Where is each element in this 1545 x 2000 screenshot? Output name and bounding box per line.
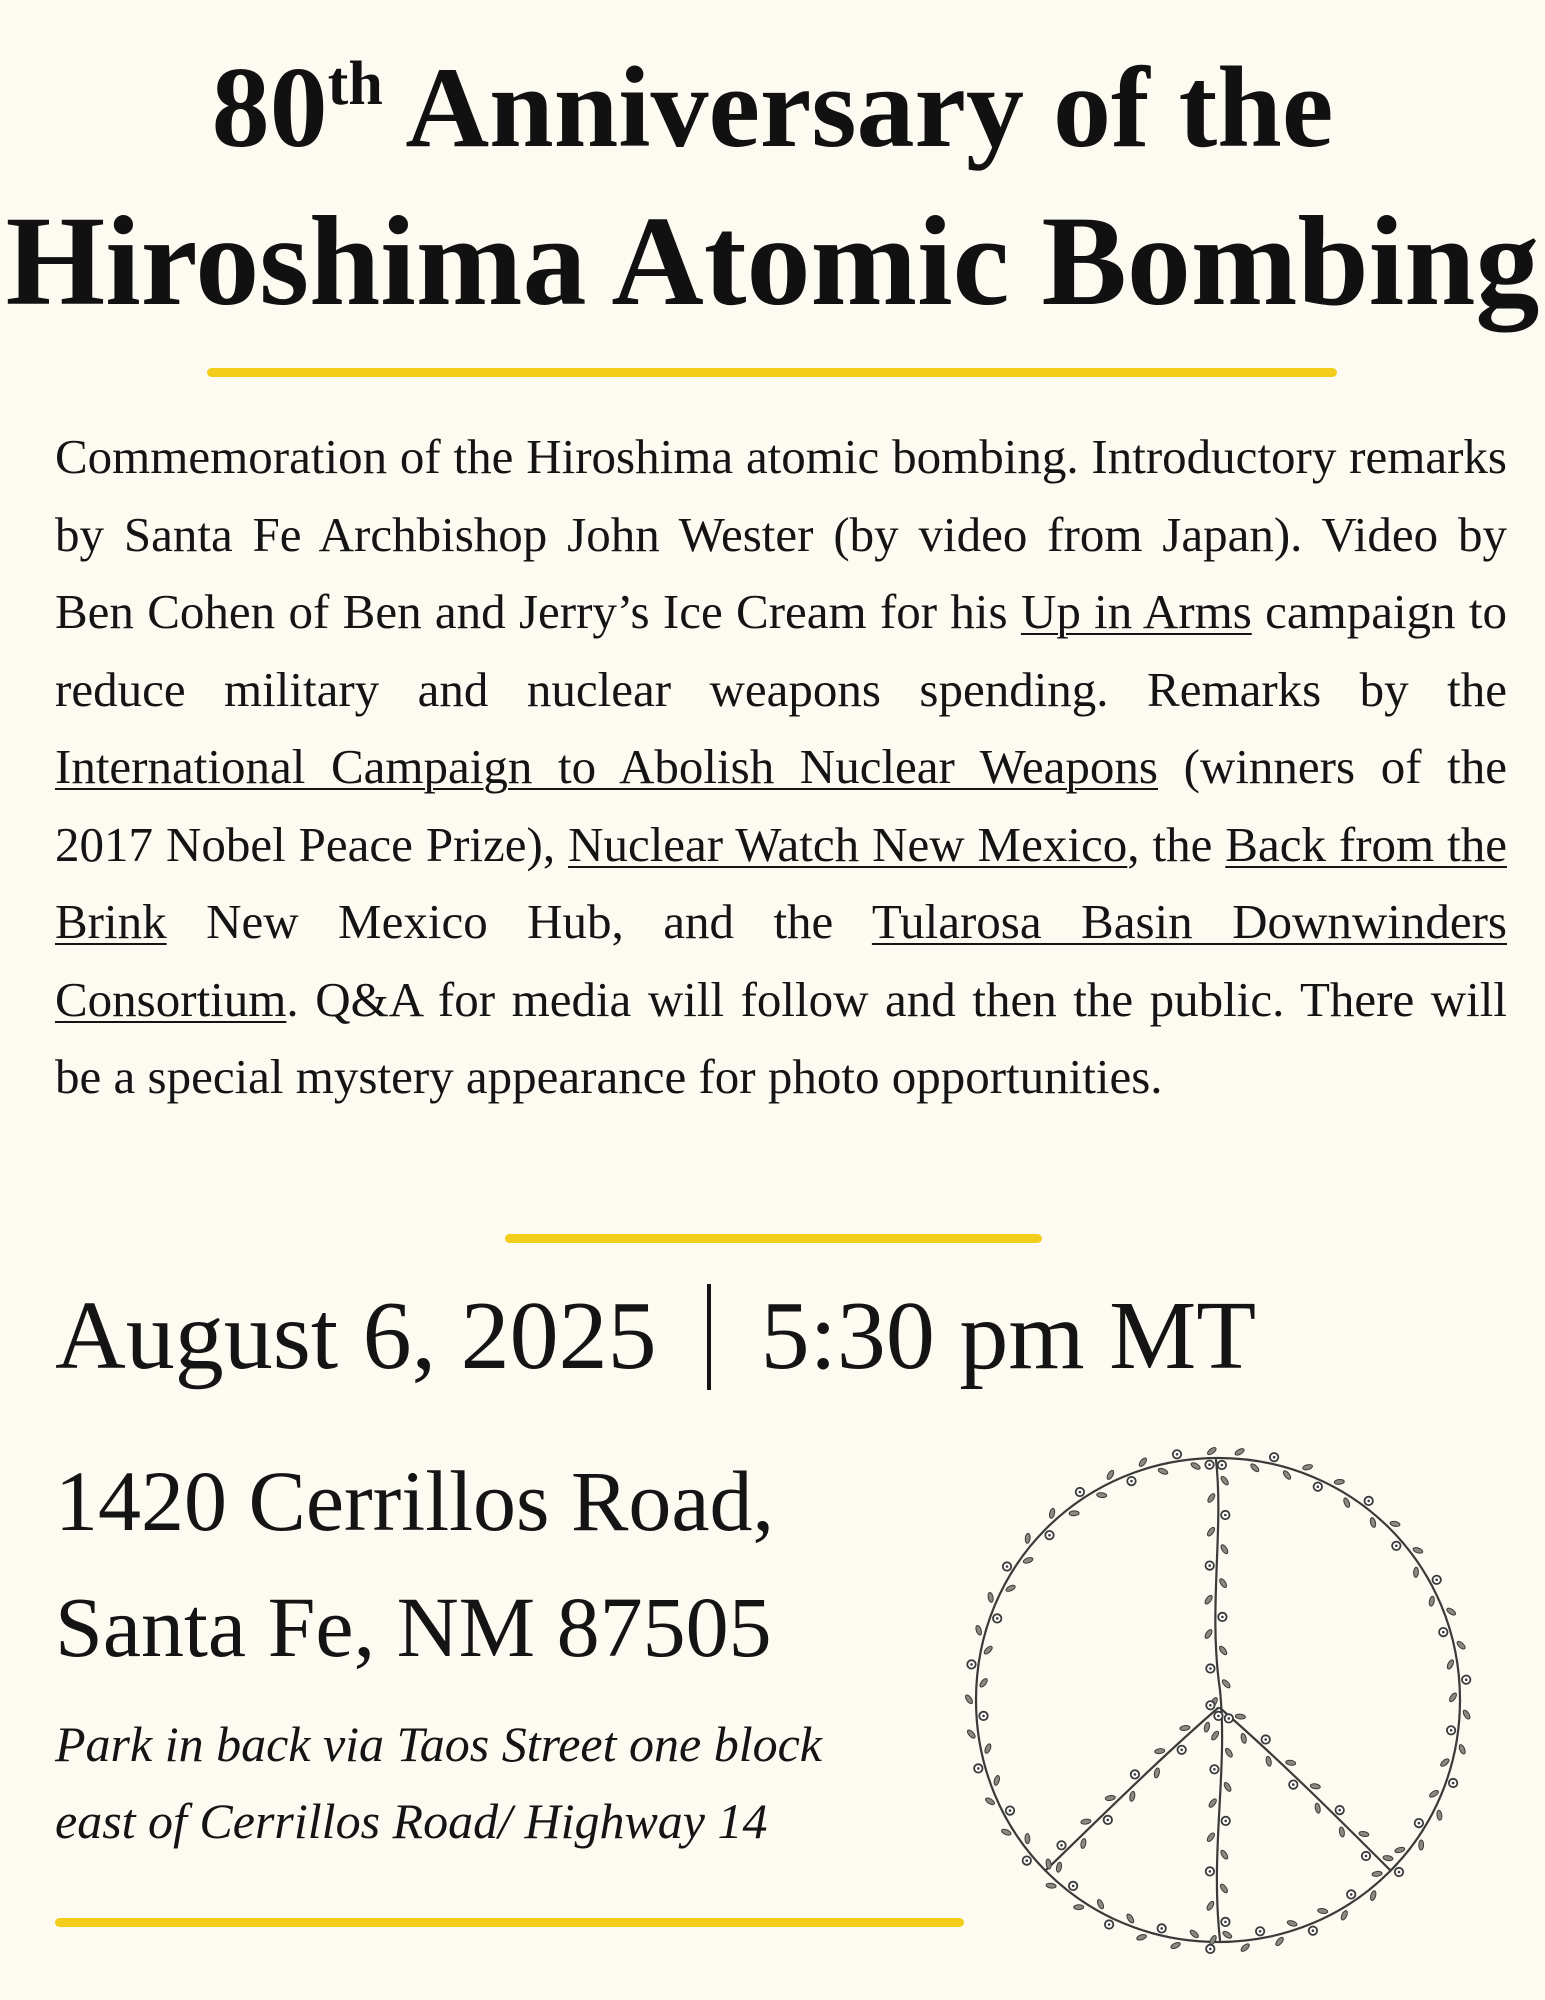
vine-leaf (1446, 1659, 1455, 1670)
vine-leaf (1170, 1941, 1181, 1950)
event-time: 5:30 pm MT (760, 1282, 1257, 1390)
vine-flower-center (1418, 1822, 1421, 1825)
address-line-2: Santa Fe, NM 87505 (55, 1579, 772, 1675)
vine-leaf (983, 1645, 994, 1655)
vine-leaf (1429, 1596, 1436, 1607)
vine-flower-center (1048, 1534, 1051, 1537)
vine-flower-center (1338, 1809, 1341, 1812)
vine-leaf (1154, 1748, 1165, 1754)
vine-leaf (1045, 1859, 1051, 1870)
vine-leaf (1208, 1935, 1217, 1946)
event-description (55, 418, 1507, 1116)
vine-flower-center (1209, 1667, 1212, 1670)
vine-leaf (1310, 1783, 1321, 1789)
vine-flower-center (1060, 1844, 1063, 1847)
peace-left-vine (1046, 1708, 1218, 1870)
vine-leaf (1023, 1557, 1034, 1565)
vine-leaf (1334, 1479, 1344, 1485)
vine-leaf (1340, 1910, 1349, 1921)
vine-leaf (1081, 1818, 1092, 1824)
vine-flower-center (1180, 1749, 1183, 1752)
vine-flower-center (977, 1767, 980, 1770)
vine-leaf (1204, 1629, 1214, 1640)
vine-flower-center (1350, 1893, 1353, 1896)
vine-leaf (1190, 1461, 1201, 1470)
vine-leaf (984, 1743, 992, 1754)
vine-leaf (1314, 1803, 1321, 1814)
vine-leaf (1413, 1567, 1418, 1577)
vine-flower-center (1365, 1855, 1368, 1858)
vine-leaf (1220, 1475, 1230, 1486)
vine-leaf (1218, 1578, 1227, 1589)
vine-leaf (1234, 1447, 1245, 1456)
vine-leaf (1206, 1446, 1217, 1456)
vine-flower-center (1107, 1819, 1110, 1822)
vine-leaf (1446, 1607, 1457, 1617)
title-line-2: Hiroshima Atomic Bombing (5, 190, 1540, 332)
vine-leaf (1359, 1831, 1370, 1837)
vine-leaf (1436, 1810, 1442, 1821)
vine-leaf (1157, 1467, 1168, 1475)
event-datetime (55, 1278, 1505, 1396)
vine-flower-center (1221, 1464, 1224, 1467)
description-text-3: (winners of the 2017 Nobel Peace Prize), (55, 739, 1507, 872)
vine-leaf (1189, 1929, 1200, 1939)
vine-flower-center (1273, 1456, 1276, 1459)
vine-leaf (1056, 1862, 1063, 1873)
ican-link[interactable]: International Campaign to Abolish Nuclear Weapons (55, 739, 1158, 794)
vine-flower-center (1026, 1859, 1029, 1862)
vine-leaf (1049, 1508, 1056, 1519)
vine-flower-center (1209, 1870, 1212, 1873)
vine-flower-center (982, 1715, 985, 1718)
vine-flower-center (1208, 1463, 1211, 1466)
vine-leaf (1240, 1733, 1247, 1744)
vine-flower-center (1079, 1491, 1082, 1494)
vine-leaf (1074, 1905, 1084, 1910)
vine-leaf (1372, 1871, 1383, 1877)
vine-leaf (1282, 1470, 1292, 1481)
vine-leaf (1203, 1722, 1210, 1733)
peace-right-vine (1220, 1708, 1390, 1870)
vine-leaf (1206, 1832, 1216, 1843)
vine-leaf (1412, 1547, 1423, 1555)
vine-leaf (1221, 1679, 1231, 1690)
title-line-1 (0, 42, 1545, 175)
vine-flower-center (1209, 1704, 1212, 1707)
datetime-separator (707, 1284, 711, 1390)
vine-leaf (1240, 1943, 1251, 1953)
vine-flower-center (1160, 1927, 1163, 1930)
vine-leaf (1343, 1497, 1351, 1508)
vine-flower-center (1217, 1715, 1220, 1718)
vine-leaf (1390, 1521, 1401, 1528)
vine-flower-center (1264, 1738, 1267, 1741)
vine-leaf (1096, 1492, 1106, 1498)
vine-leaf (1005, 1584, 1016, 1593)
vine-leaf (1207, 1493, 1217, 1504)
vine-leaf (1219, 1883, 1229, 1894)
vine-leaf (1105, 1795, 1116, 1801)
title-ordinal-suffix: th (327, 50, 383, 118)
vine-leaf (975, 1625, 983, 1636)
parking-line-1: Park in back via Taos Street one block (55, 1716, 822, 1772)
vine-leaf (1218, 1645, 1228, 1656)
vine-flower-center (1465, 1678, 1468, 1681)
vine-leaf (1220, 1544, 1229, 1555)
up-in-arms-link[interactable]: Up in Arms (1020, 584, 1252, 639)
vine-leaf (1222, 1930, 1233, 1939)
vine-leaf (1154, 1768, 1161, 1779)
vine-flower-center (1367, 1500, 1370, 1503)
vine-leaf (1394, 1846, 1405, 1853)
description-text-1: Commemoration of the Hiroshima atomic bombing. Introductory remarks by Santa Fe Archbishop John Wester (by video from Japan). Video by Ben Cohen of Ben and Jerry’s Ice Cream for his (55, 429, 1507, 639)
vine-flower-center (1224, 1514, 1227, 1517)
vine-flower-center (1312, 1929, 1315, 1932)
vine-leaf (1001, 1828, 1012, 1836)
tularosa-basin-link[interactable]: Tularosa Basin Downwinders Consortium (55, 894, 1507, 1027)
vine-leaf (1224, 1747, 1234, 1758)
vine-leaf (993, 1775, 1000, 1786)
vine-leaf (1419, 1840, 1424, 1850)
vine-leaf (1265, 1756, 1272, 1767)
middle-divider (505, 1234, 1042, 1243)
vine-leaf (1206, 1526, 1216, 1537)
vine-flower-center (1108, 1923, 1111, 1926)
back-from-the-brink-link[interactable]: Back from the Brink (55, 816, 1507, 949)
vine-leaf (966, 1729, 976, 1740)
vine-leaf (1096, 1899, 1105, 1910)
vine-leaf (1369, 1517, 1376, 1528)
vine-leaf (987, 1592, 994, 1603)
vine-leaf (1317, 1908, 1328, 1914)
vine-leaf (1287, 1920, 1298, 1928)
peace-sign-icon (958, 1440, 1478, 1960)
top-divider (207, 368, 1337, 377)
vine-flower-center (1398, 1871, 1401, 1874)
vine-leaf (1126, 1913, 1136, 1924)
vine-leaf (1206, 1900, 1215, 1911)
vine-flower-center (1317, 1485, 1320, 1488)
vine-leaf (1235, 1714, 1245, 1720)
vine-flower-center (1224, 1820, 1227, 1823)
vine-flower-center (1208, 1564, 1211, 1567)
vine-flower-center (1435, 1579, 1438, 1582)
vine-leaf (1046, 1883, 1057, 1889)
vine-leaf (979, 1677, 989, 1688)
vine-flower-center (1224, 1921, 1227, 1924)
vine-flower-center (1228, 1717, 1231, 1720)
vine-flower-center (1006, 1565, 1009, 1568)
vine-leaf (1208, 1798, 1218, 1809)
address-line-1: 1420 Cerrillos Road, (55, 1453, 774, 1549)
vine-flower-center (1450, 1729, 1453, 1732)
vine-leaf (1275, 1936, 1285, 1947)
description-text-2: campaign to reduce military and nuclear weapons spending. Remarks by the (55, 584, 1507, 717)
vine-flower-center (970, 1663, 973, 1666)
vine-leaf (1383, 1855, 1394, 1861)
vine-flower-center (1009, 1809, 1012, 1812)
vine-leaf (1369, 1890, 1376, 1901)
vine-flower-center (1130, 1480, 1133, 1483)
vine-leaf (1250, 1463, 1261, 1473)
vine-leaf (1339, 1827, 1346, 1838)
event-date: August 6, 2025 (55, 1282, 657, 1390)
parking-line-2: east of Cerrillos Road/ Highway 14 (55, 1793, 768, 1849)
vine-leaf (1210, 1730, 1220, 1741)
description-text-6: . Q&A for media will follow and then the public. There will be a special mystery appearance for photo opportunities. (55, 971, 1507, 1104)
vine-flower-center (1292, 1783, 1295, 1786)
vine-flower-center (996, 1617, 999, 1620)
vine-flower-center (1442, 1631, 1445, 1634)
vine-flower-center (1221, 1616, 1224, 1619)
vine-leaf (1025, 1533, 1031, 1543)
vine-flower-center (1452, 1782, 1455, 1785)
bottom-divider (55, 1918, 964, 1927)
vine-leaf (1069, 1511, 1079, 1516)
vine-leaf (1223, 1781, 1232, 1792)
vine-leaf (1428, 1789, 1439, 1798)
title-line-1-rest: Anniversary of the (382, 44, 1334, 172)
vine-leaf (1285, 1760, 1296, 1766)
vine-leaf (1439, 1758, 1450, 1768)
vine-leaf (1220, 1849, 1230, 1860)
title-number: 80 (211, 44, 328, 172)
vine-leaf (1129, 1791, 1136, 1802)
description-text-4: , the (1127, 816, 1226, 872)
vine-flower-center (1072, 1885, 1075, 1888)
vine-leaf (1302, 1464, 1313, 1471)
vine-flower-center (1395, 1545, 1398, 1548)
vine-leaf (1456, 1640, 1467, 1650)
vine-flower-center (1209, 1948, 1212, 1951)
vine-leaf (1180, 1725, 1191, 1731)
vine-flower-center (1213, 1768, 1216, 1771)
vine-flower-center (1259, 1930, 1262, 1933)
vine-leaf (1138, 1457, 1148, 1468)
vine-leaf (1025, 1834, 1030, 1844)
parking-note (55, 1706, 955, 1860)
vine-leaf (1448, 1692, 1458, 1703)
vine-leaf (1204, 1594, 1214, 1605)
vine-leaf (964, 1694, 974, 1705)
vine-leaf (1080, 1838, 1087, 1849)
vine-leaf (1106, 1469, 1115, 1480)
vine-flower-center (1176, 1453, 1179, 1456)
nuclear-watch-nm-link[interactable]: Nuclear Watch New Mexico (568, 816, 1128, 872)
vine-leaf (984, 1797, 995, 1806)
vine-leaf (1462, 1709, 1471, 1720)
vine-leaf (1136, 1934, 1147, 1942)
vine-flower-center (1134, 1773, 1137, 1776)
vine-leaf (1458, 1744, 1466, 1755)
description-text-5: New Mexico Hub, and the (166, 894, 872, 949)
